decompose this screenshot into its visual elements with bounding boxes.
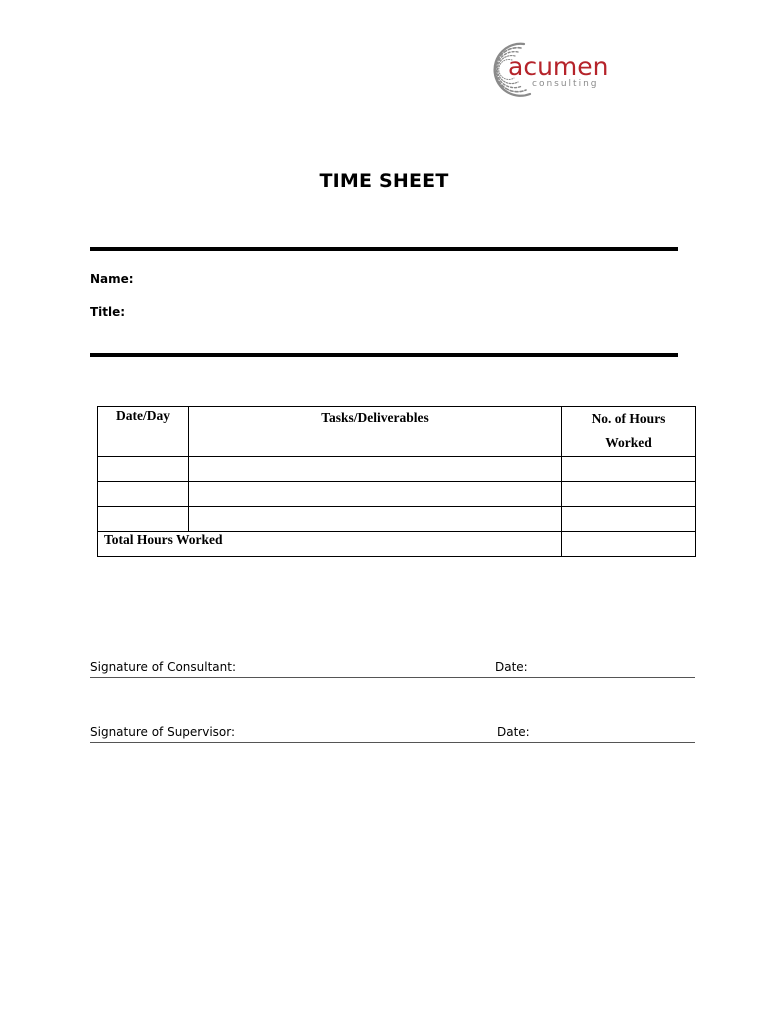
supervisor-date-label: Date:: [497, 725, 530, 739]
top-divider: [90, 247, 678, 251]
cell-hours[interactable]: [562, 507, 696, 532]
cell-date[interactable]: [98, 482, 189, 507]
cell-hours[interactable]: [562, 457, 696, 482]
logo-tagline: consulting: [532, 79, 599, 89]
cell-tasks[interactable]: [189, 507, 562, 532]
logo-brand: acumen: [508, 52, 609, 81]
table-row: [98, 457, 696, 482]
table-row: [98, 507, 696, 532]
title-label: Title:: [90, 305, 126, 319]
acumen-consulting-logo: [486, 38, 636, 100]
supervisor-signature-label: Signature of Supervisor:: [90, 725, 236, 739]
cell-date[interactable]: [98, 457, 189, 482]
header-hours: No. of Hours Worked: [562, 407, 696, 457]
header-tasks: Tasks/Deliverables: [189, 407, 562, 457]
consultant-signature-line[interactable]: [90, 659, 695, 678]
name-label: Name:: [90, 272, 134, 286]
cell-hours[interactable]: [562, 482, 696, 507]
header-date: Date/Day: [98, 407, 189, 457]
table-header-row: [98, 407, 696, 457]
table-row: [98, 482, 696, 507]
total-hours-value[interactable]: [562, 532, 696, 557]
consultant-date-label: Date:: [495, 660, 528, 674]
cell-date[interactable]: [98, 507, 189, 532]
cell-tasks[interactable]: [189, 457, 562, 482]
total-hours-label: Total Hours Worked: [98, 532, 562, 557]
page-title: TIME SHEET: [319, 170, 449, 192]
supervisor-signature-line[interactable]: [90, 724, 695, 743]
total-row: [98, 532, 696, 557]
cell-tasks[interactable]: [189, 482, 562, 507]
timesheet-table: [97, 406, 696, 557]
consultant-signature-label: Signature of Consultant:: [90, 660, 237, 674]
bottom-divider: [90, 353, 678, 357]
